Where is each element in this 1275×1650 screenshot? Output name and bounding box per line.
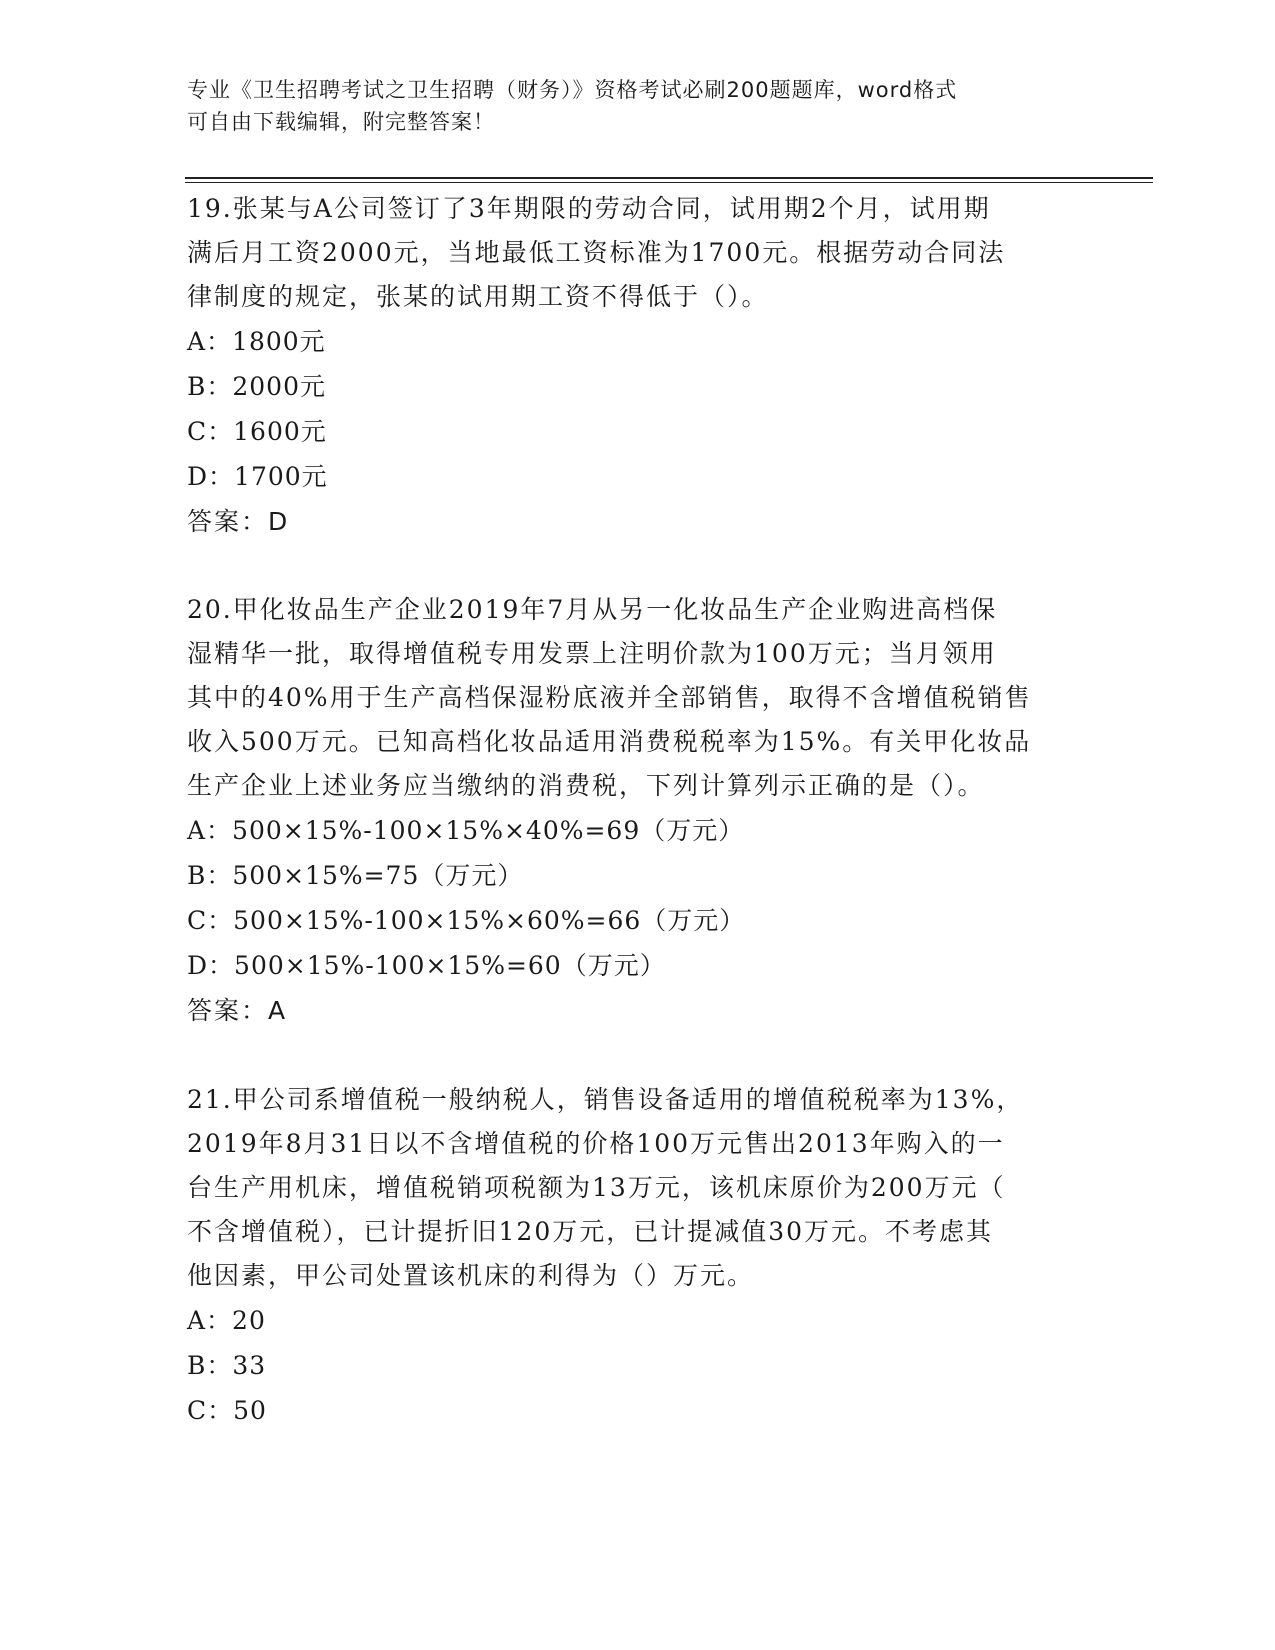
option-c: C：50 xyxy=(187,1396,267,1425)
option-a: A：1800元 xyxy=(187,327,326,356)
option-b: B：2000元 xyxy=(187,372,326,401)
header-divider-thin xyxy=(185,182,1153,183)
header-divider-thick xyxy=(185,177,1153,179)
header-line: 专业《卫生招聘考试之卫生招聘（财务）》资格考试必刷200题题库，word格式 xyxy=(187,78,958,102)
question-stem-line: 不含增值税），已计提折旧120万元，已计提减值30万元。不考虑其 xyxy=(187,1217,994,1246)
option-d: D：1700元 xyxy=(187,462,328,491)
question-stem-line: 生产企业上述业务应当缴纳的消费税，下列计算列示正确的是（）。 xyxy=(187,771,985,800)
question-stem-line: 收入500万元。已知高档化妆品适用消费税税率为15%。有关甲化妆品 xyxy=(187,727,1032,756)
question-19 xyxy=(187,187,1087,544)
option-d: D：500×15%-100×15%=60（万元） xyxy=(187,951,666,980)
header-line: 可自由下载编辑，附完整答案！ xyxy=(187,110,495,134)
question-stem-line: 律制度的规定，张某的试用期工资不得低于（）。 xyxy=(187,282,769,311)
question-21 xyxy=(187,1078,1087,1433)
question-stem-line: 台生产用机床，增值税销项税额为13万元，该机床原价为200万元（ xyxy=(187,1173,1006,1202)
question-stem-line: 20.甲化妆品生产企业2019年7月从另一化妆品生产企业购进高档保 xyxy=(187,595,998,624)
question-stem-line: 其中的40%用于生产高档保湿粉底液并全部销售，取得不含增值税销售 xyxy=(187,683,1032,712)
question-stem-line: 19.张某与A公司签订了3年期限的劳动合同，试用期2个月，试用期 xyxy=(187,194,991,223)
document-header xyxy=(187,74,1067,138)
option-b: B：500×15%=75（万元） xyxy=(187,861,524,890)
option-b: B：33 xyxy=(187,1351,267,1380)
question-stem-line: 湿精华一批，取得增值税专用发票上注明价款为100万元；当月领用 xyxy=(187,639,997,668)
question-stem-line: 他因素，甲公司处置该机床的利得为（）万元。 xyxy=(187,1261,755,1290)
question-stem-line: 21.甲公司系增值税一般纳税人，销售设备适用的增值税税率为13%， xyxy=(187,1085,1024,1114)
option-c: C：1600元 xyxy=(187,417,327,446)
question-stem-line: 满后月工资2000元，当地最低工资标准为1700元。根据劳动合同法 xyxy=(187,238,1006,267)
question-stem-line: 2019年8月31日以不含增值税的价格100万元售出2013年购入的一 xyxy=(187,1129,1005,1158)
question-20 xyxy=(187,588,1087,1033)
answer: 答案：D xyxy=(187,507,290,536)
option-c: C：500×15%-100×15%×60%=66（万元） xyxy=(187,906,746,935)
option-a: A：500×15%-100×15%×40%=69（万元） xyxy=(187,816,745,845)
answer: 答案：A xyxy=(187,996,288,1025)
option-a: A：20 xyxy=(187,1306,266,1335)
